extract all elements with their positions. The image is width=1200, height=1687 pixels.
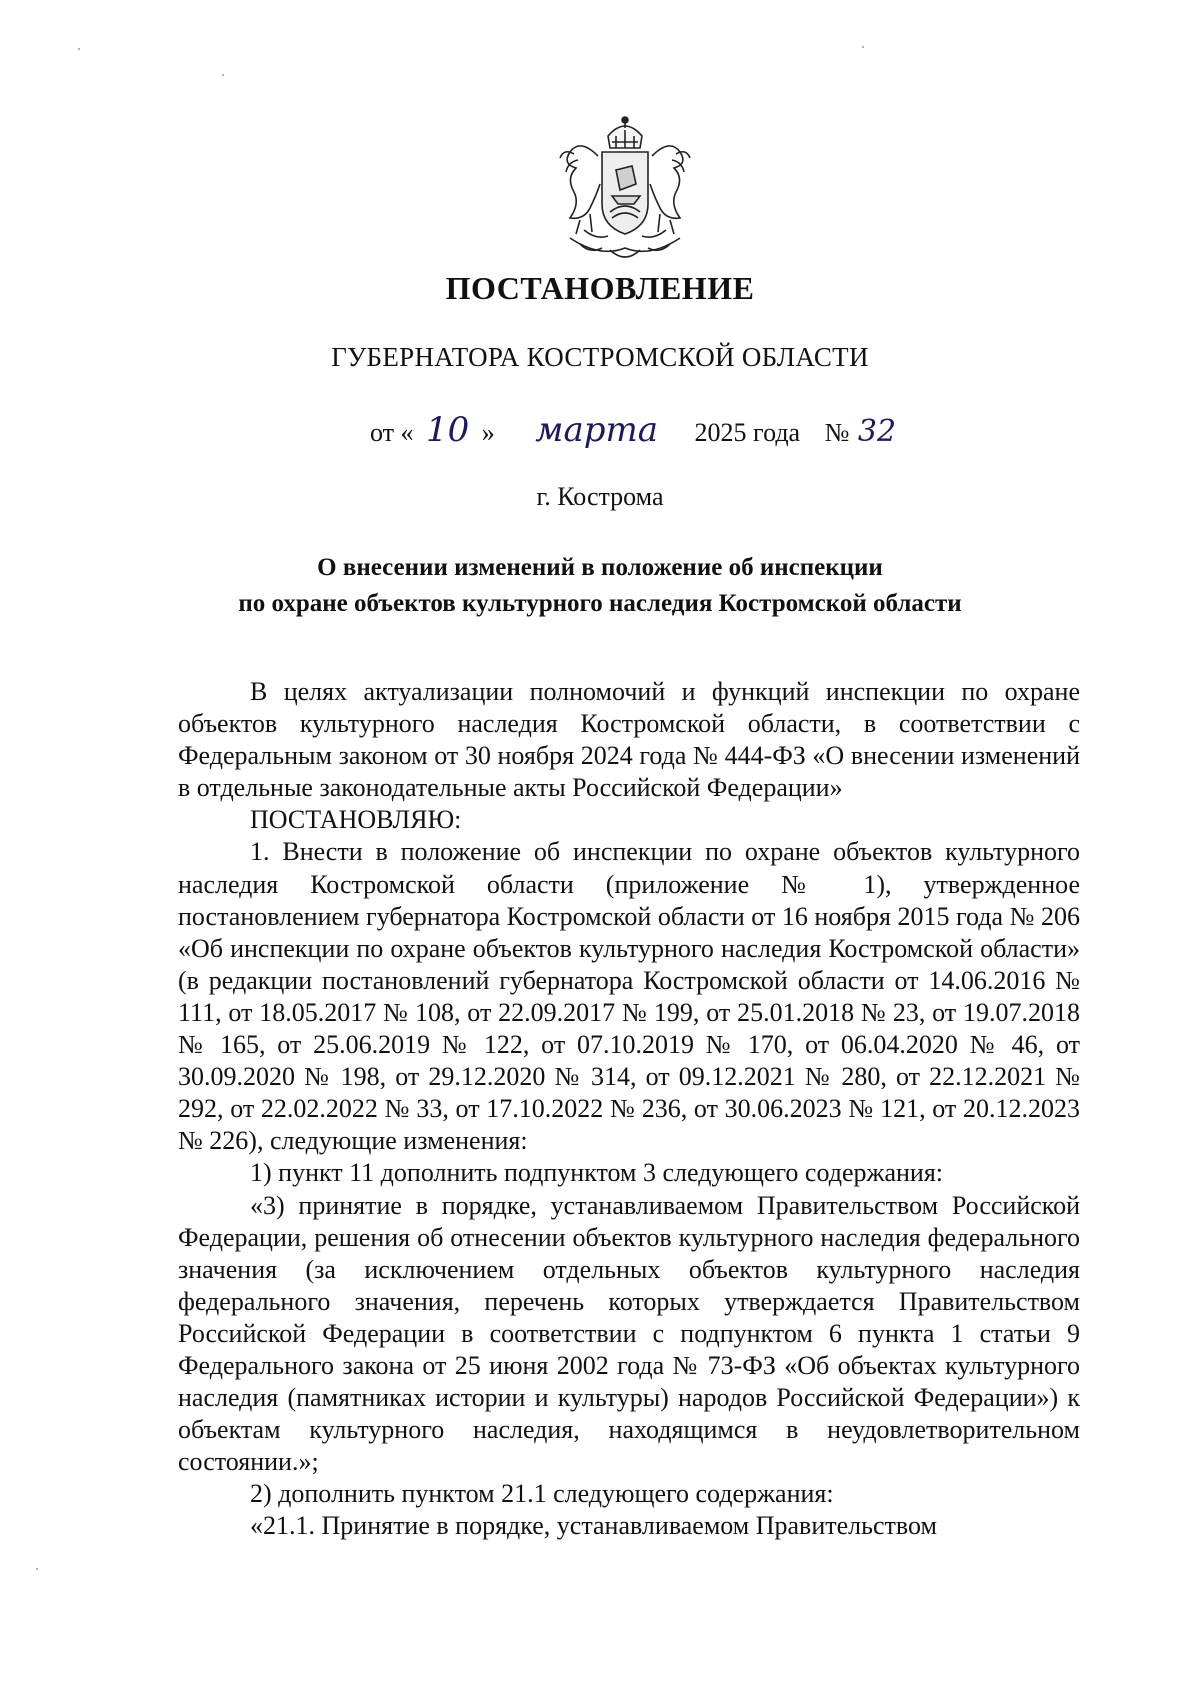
date-number-line [370,410,896,450]
number-prefix: № [824,418,850,447]
clause-paragraph: 2) дополнить пунктом 21.1 следующего содержания: [250,1479,834,1509]
preamble-paragraph: В целях актуализации полномочий и функций инспекции по охране объектов культурного наследия Костромской области, в соответствии с Федеральным законом от 30 ноября 2024 года № 444-ФЗ «О внесении изменений в отдельные законодательные акты Российской Федерации» [178,677,1080,803]
clause-paragraph: «3) принятие в порядке, устанавливаемом Правительством Российской Федерации, решения об отнесении объектов культурного наследия федерального значения (за исключением отдельных объектов культурного наследия федерального значения, перечень которых утверждается Правительством Российской Федерации в соответствии с подпунктом 6 пункта 1 статьи 9 Федерального закона от 25 июня 2002 года № 73-ФЗ «Об объектах культурного наследия (памятниках истории и культуры) народов Российской Федерации») к объектам культурного наследия, находящимся в неудовлетворительном состоянии.»; [178,1190,1080,1477]
clause-paragraph: «21.1. Принятие в порядке, устанавливаемом Правительством [250,1511,937,1541]
decree-word: ПОСТАНОВЛЯЮ: [250,805,462,835]
coat-of-arms-emblem [540,108,710,268]
document-title-line: по охране объектов культурного наследия Костромской области [238,590,962,617]
document-number-handwritten: 32 [857,414,897,449]
date-mid: » [481,418,495,447]
clause-paragraph: 1) пункт 11 дополнить подпунктом 3 следующего содержания: [250,1158,943,1188]
clause-paragraph: 1. Внести в положение об инспекции по охране объектов культурного наследия Костромской области (приложение № 1), утвержденное постановлением губернатора Костромской области от 16 ноября 2015 года № 206 «Об инспекции по охране объектов культурного наследия Костромской области» (в редакции постановлений губернатора Костромской области от 14.06.2016 № 111, от 18.05.2017 № 108, от 22.09.2017 № 199, от 25.01.2018 № 23, от 19.07.2018 № 165, от 25.06.2019 № 122, от 07.10.2019 № 170, от 06.04.2020 № 46, от 30.09.2020 № 198, от 29.12.2020 № 314, от 09.12.2021 № 280, от 22.12.2021 № 292, от 22.02.2022 № 33, от 17.10.2022 № 236, от 30.06.2023 № 121, от 20.12.2023 № 226), следующие изменения: [178,837,1080,1156]
document-type-heading: ПОСТАНОВЛЕНИЕ [445,270,755,306]
document-title-line: О внесении изменений в положение об инспекции [317,554,883,581]
scan-speck [78,48,80,50]
date-month-handwritten: марта [535,410,659,450]
date-day-handwritten: 10 [426,410,470,450]
issuer-heading: ГУБЕРНАТОРА КОСТРОМСКОЙ ОБЛАСТИ [331,342,869,372]
scan-speck [222,74,224,76]
scan-speck [36,1568,38,1570]
document-body [178,676,1080,1543]
date-year: 2025 года [694,418,801,447]
document-title [160,550,1040,622]
date-prefix: от « [370,418,414,447]
city-line: г. Кострома [536,482,664,511]
scan-speck [862,46,864,48]
